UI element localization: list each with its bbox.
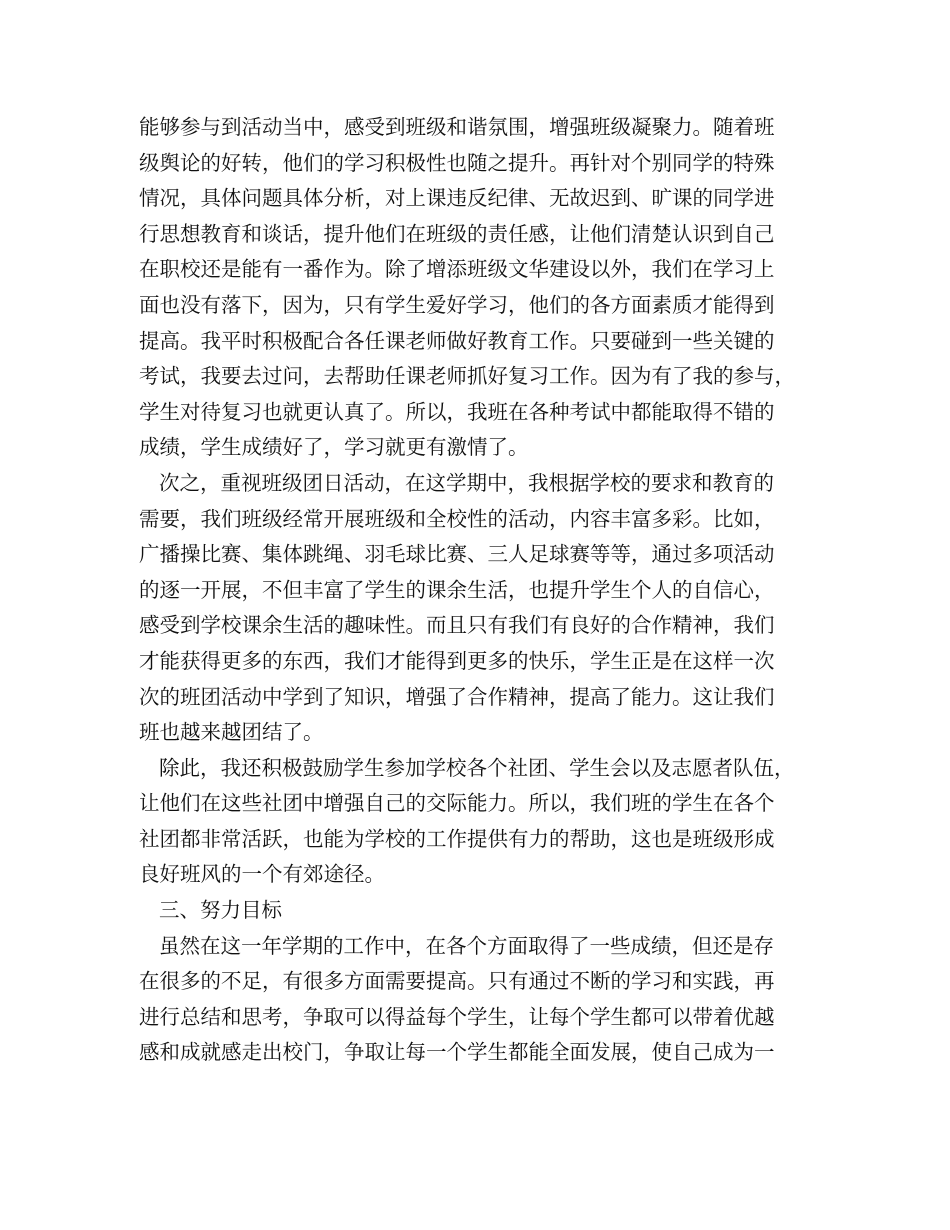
text-line: 感受到学校课余生活的趣味性。而且只有我们有良好的合作精神，我们: [139, 613, 775, 638]
text-line: 提高。我平时积极配合各任课老师做好教育工作。只要碰到一些关键的: [139, 328, 775, 353]
text-line: 需要，我们班级经常开展班级和全校性的活动，内容丰富多彩。比如，: [139, 506, 775, 531]
text-line: 社团都非常活跃，也能为学校的工作提供有力的帮助，这也是班级形成: [139, 826, 775, 851]
text-line: 级舆论的好转，他们的学习积极性也随之提升。再针对个别同学的特殊: [139, 150, 775, 175]
text-line: 进行总结和思考，争取可以得益每个学生，让每个学生都可以带着优越: [139, 1004, 775, 1029]
text-line: 次的班团活动中学到了知识，增强了合作精神，提高了能力。这让我们: [139, 684, 775, 709]
document-body: [139, 110, 819, 1071]
text-line: 班也越来越团结了。: [139, 720, 324, 745]
text-line: 考试，我要去过问，去帮助任课老师抓好复习工作。因为有了我的参与，: [139, 364, 795, 389]
text-line: 的逐一开展，不但丰富了学生的课余生活，也提升学生个人的自信心，: [139, 577, 775, 602]
text-line: 三、努力目标: [159, 898, 282, 923]
text-line: 良好班风的一个有郊途径。: [139, 862, 385, 887]
text-line: 才能获得更多的东西，我们才能得到更多的快乐，学生正是在这样一次: [139, 648, 775, 673]
text-line: 次之，重视班级团日活动，在这学期中，我根据学校的要求和教育的: [159, 470, 774, 495]
text-line: 情况，具体问题具体分析，对上课违反纪律、无故迟到、旷课的同学进: [139, 186, 775, 211]
text-line: 让他们在这些社团中增强自己的交际能力。所以，我们班的学生在各个: [139, 791, 775, 816]
text-line: 行思想教育和谈话，提升他们在班级的责任感，让他们清楚认识到自己: [139, 221, 775, 246]
text-line: 广播操比赛、集体跳绳、羽毛球比赛、三人足球赛等等，通过多项活动: [139, 542, 775, 567]
text-line: 在职校还是能有一番作为。除了增添班级文华建设以外，我们在学习上: [139, 257, 775, 282]
text-line: 虽然在这一年学期的工作中，在各个方面取得了一些成绩，但还是存: [159, 933, 774, 958]
text-line: 感和成就感走出校门，争取让每一个学生都能全面发展，使自己成为一: [139, 1040, 775, 1065]
text-line: 成绩，学生成绩好了，学习就更有激情了。: [139, 435, 529, 460]
text-line: 能够参与到活动当中，感受到班级和谐氛围，增强班级凝聚力。随着班: [139, 115, 775, 139]
text-line: 在很多的不足，有很多方面需要提高。只有通过不断的学习和实践，再: [139, 969, 775, 994]
text-line: 学生对待复习也就更认真了。所以，我班在各种考试中都能取得不错的: [139, 399, 775, 424]
text-line: 面也没有落下，因为，只有学生爱好学习，他们的各方面素质才能得到: [139, 292, 775, 317]
text-line: 除此，我还积极鼓励学生参加学校各个社团、学生会以及志愿者队伍，: [159, 755, 795, 780]
